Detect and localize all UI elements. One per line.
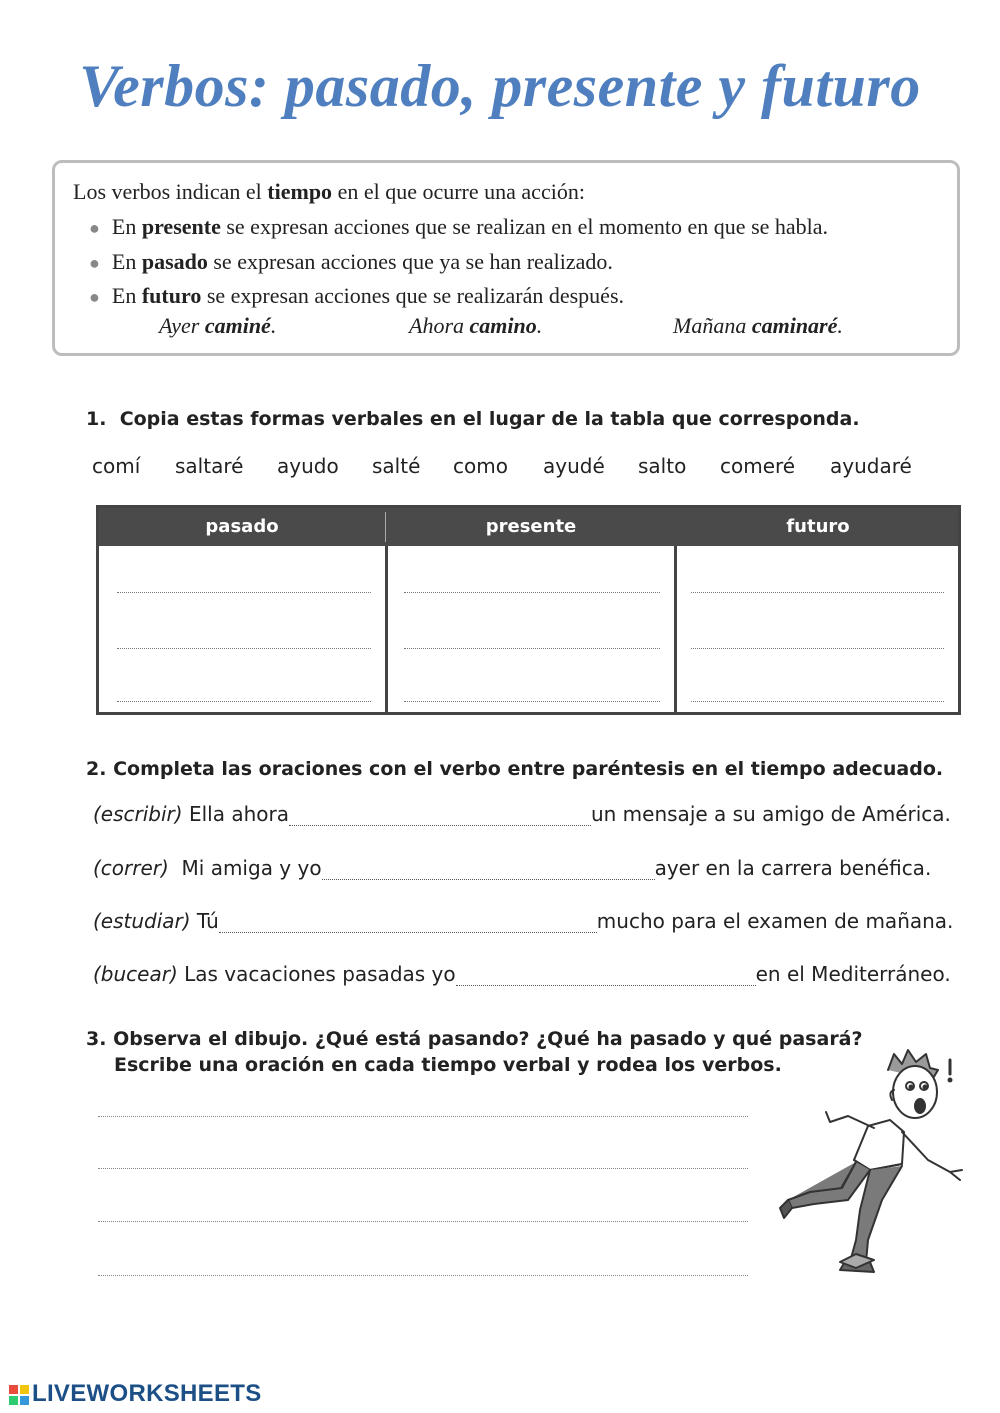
question-1 — [86, 408, 860, 430]
column-futuro — [677, 546, 958, 712]
word-item: saltaré — [175, 454, 244, 478]
answer-line[interactable] — [404, 592, 660, 593]
example-end: . — [536, 313, 543, 338]
question-number: 2. — [86, 758, 107, 780]
tripping-boy-illustration — [770, 1040, 975, 1280]
example-end: . — [837, 313, 843, 338]
sentence-end: ayer en la carrera benéfica. — [654, 856, 932, 880]
answer-blank[interactable] — [456, 965, 756, 986]
info-bullet-futuro — [89, 283, 624, 309]
logo-blocks-icon — [8, 1384, 32, 1406]
verb-table — [96, 505, 961, 715]
example-text: Ayer — [159, 313, 205, 338]
writing-line[interactable] — [98, 1168, 748, 1169]
example-future — [673, 313, 843, 339]
info-bullet-presente — [89, 214, 828, 240]
writing-line[interactable] — [98, 1275, 748, 1276]
column-presente — [388, 546, 677, 712]
writing-line[interactable] — [98, 1221, 748, 1222]
answer-line[interactable] — [404, 701, 660, 702]
header-pasado: pasado — [205, 516, 279, 537]
answer-line[interactable] — [691, 701, 944, 702]
bullet-text: En — [111, 283, 142, 308]
header-futuro: futuro — [786, 516, 850, 537]
page-title: Verbos: pasado, presente y futuro — [79, 53, 921, 119]
question-text: Completa las oraciones con el verbo entre paréntesis en el tiempo adecuado. — [113, 758, 944, 780]
sentence-verb: (correr) — [93, 856, 169, 880]
sentence-verb: (escribir) — [93, 802, 183, 826]
answer-line[interactable] — [117, 701, 371, 702]
bullet-bold: futuro — [141, 283, 202, 308]
info-intro-text: Los verbos indican el — [73, 179, 268, 204]
word-item: ayudaré — [830, 454, 912, 478]
example-end: . — [270, 313, 277, 338]
info-intro-text-end: en el que ocurre una acción: — [332, 179, 585, 204]
sentence-1 — [93, 802, 951, 826]
bullet-bold: presente — [141, 214, 221, 239]
word-bank — [0, 454, 1000, 482]
sentence-verb: (bucear) — [93, 962, 178, 986]
word-item: ayudo — [277, 454, 339, 478]
word-item: comeré — [720, 454, 796, 478]
bullet-text-end: se expresan acciones que ya se han realizado. — [207, 249, 613, 274]
answer-blank[interactable] — [289, 805, 591, 826]
question-3 — [86, 1028, 863, 1050]
answer-blank[interactable] — [322, 859, 655, 880]
sentence-end: en el Mediterráneo. — [755, 962, 951, 986]
answer-line[interactable] — [117, 592, 371, 593]
example-verb: caminé — [204, 313, 271, 338]
sentence-verb: (estudiar) — [93, 909, 191, 933]
sentence-start: Las vacaciones pasadas yo — [177, 962, 456, 986]
sentence-2 — [93, 856, 931, 880]
bullet-text-end: se expresan acciones que se realizan en el momento en que se habla. — [220, 214, 829, 239]
bullet-dot-icon: ● — [89, 218, 100, 238]
liveworksheets-logo — [8, 1380, 262, 1408]
header-presente: presente — [485, 516, 577, 537]
word-item: como — [453, 454, 508, 478]
sentence-end: mucho para el examen de mañana. — [596, 909, 954, 933]
question-3-line-2: Escribe una oración en cada tiempo verbal y rodea los verbos. — [114, 1054, 782, 1076]
info-intro-bold: tiempo — [267, 179, 333, 204]
info-bullet-pasado — [89, 249, 613, 275]
question-2 — [86, 758, 943, 780]
bullet-bold: pasado — [141, 249, 208, 274]
sentence-3 — [93, 909, 953, 933]
word-item: salté — [372, 454, 421, 478]
answer-line[interactable] — [404, 648, 660, 649]
column-pasado — [99, 546, 388, 712]
info-intro — [73, 179, 585, 205]
question-text: Observa el dibujo. ¿Qué está pasando? ¿Qué ha pasado y qué pasará? — [113, 1028, 863, 1050]
header-divider — [385, 512, 386, 542]
bullet-dot-icon: ● — [89, 287, 100, 307]
example-present — [409, 313, 542, 339]
sentence-end: un mensaje a su amigo de América. — [590, 802, 951, 826]
sentence-start: Ella ahora — [182, 802, 289, 826]
question-number: 3. — [86, 1028, 107, 1050]
answer-line[interactable] — [691, 648, 944, 649]
sentence-start: Mi amiga y yo — [168, 856, 322, 880]
answer-blank[interactable] — [219, 912, 597, 933]
word-item: ayudé — [543, 454, 605, 478]
bullet-text: En — [111, 249, 142, 274]
bullet-text: En — [111, 214, 142, 239]
logo-text: LIVEWORKSHEETS — [32, 1380, 262, 1407]
example-past — [159, 313, 276, 339]
word-item: salto — [638, 454, 687, 478]
bullet-text-end: se expresan acciones que se realizarán después. — [201, 283, 625, 308]
writing-line[interactable] — [98, 1116, 748, 1117]
table-header — [99, 508, 958, 546]
info-box — [52, 160, 960, 356]
answer-line[interactable] — [117, 648, 371, 649]
example-text: Mañana — [673, 313, 752, 338]
question-number: 1. — [86, 408, 107, 430]
example-text: Ahora — [409, 313, 470, 338]
example-verb: camino — [469, 313, 537, 338]
answer-line[interactable] — [691, 592, 944, 593]
sentence-start: Tú — [190, 909, 219, 933]
example-verb: caminaré — [751, 313, 838, 338]
word-item: comí — [92, 454, 141, 478]
bullet-dot-icon: ● — [89, 253, 100, 273]
sentence-4 — [93, 962, 951, 986]
question-text: Copia estas formas verbales en el lugar de la tabla que corresponda. — [119, 408, 860, 430]
